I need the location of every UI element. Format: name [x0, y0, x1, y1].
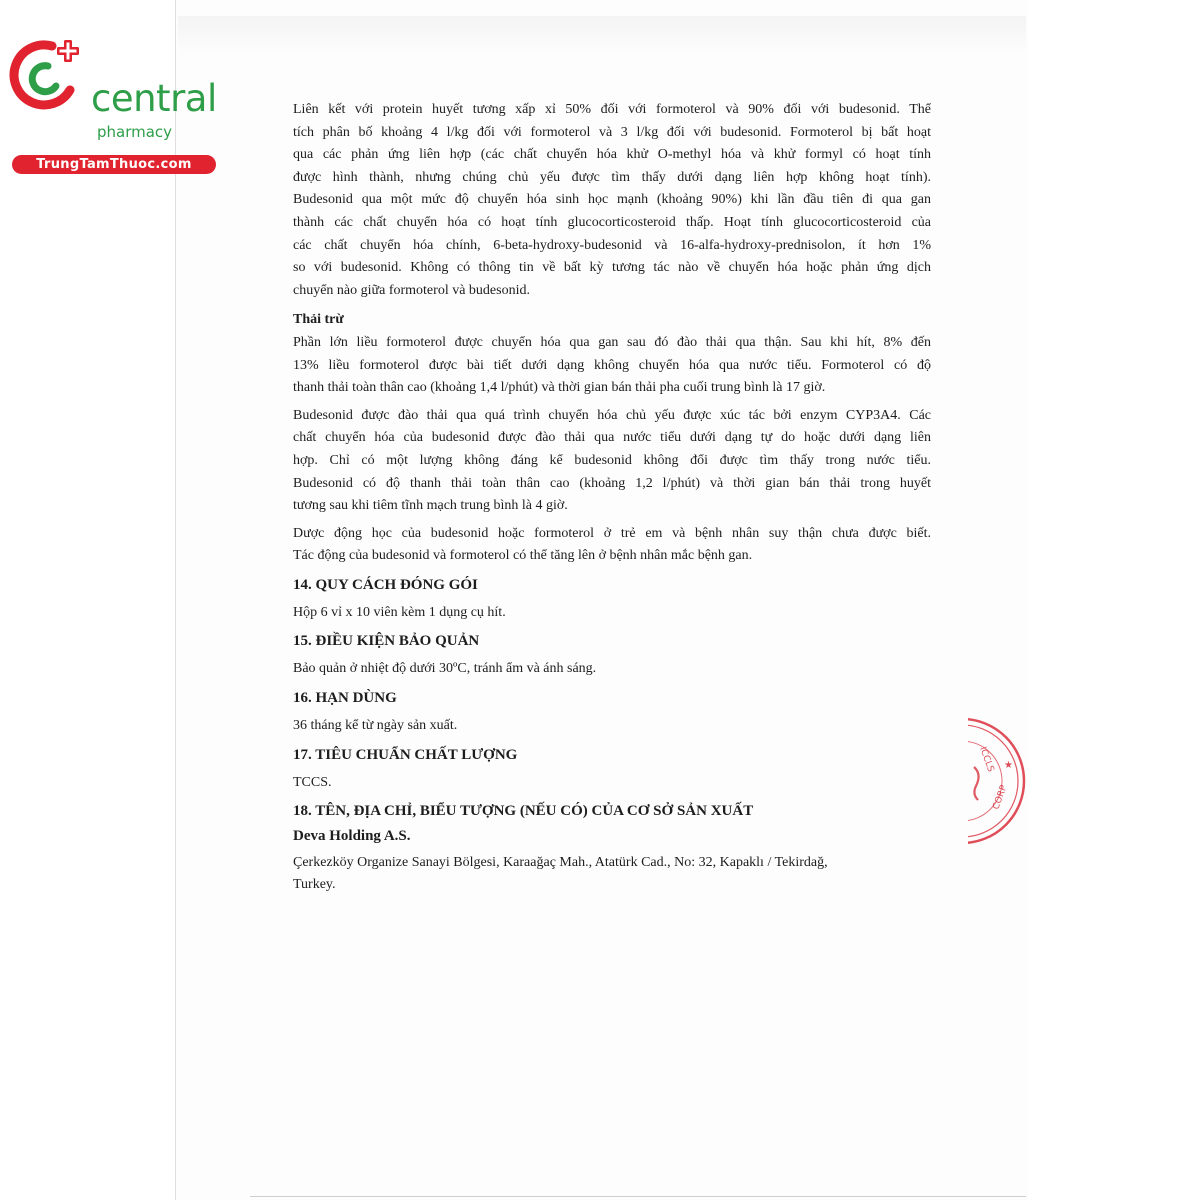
brand-name: central	[91, 77, 217, 120]
text-line: Dược động học của budesonid hoặc formoterol ở trẻ em và bệnh nhân suy thận chưa được biết.	[293, 525, 931, 541]
svg-text:ICCLS: ICCLS	[977, 745, 996, 774]
elimination-heading: Thải trừ	[293, 312, 344, 328]
text-line: Budesonid có độ thanh thải toàn thân cao (khoảng 1,2 l/phút) và thời gian bán thải trong huyết	[293, 475, 931, 491]
text-line: chuyển nào giữa formoterol và budesonid.	[293, 282, 530, 298]
section-15-heading: 15. ĐIỀU KIỆN BẢO QUẢN	[293, 633, 480, 650]
section-17-heading: 17. TIÊU CHUẨN CHẤT LƯỢNG	[293, 746, 518, 763]
text-line: tích phân bố khoảng 4 l/kg đối với formoterol và 3 l/kg đối với budesonid. Formoterol bị bất hoạt	[293, 124, 931, 140]
text-line: Çerkezköy Organize Sanayi Bölgesi, Karaağaç Mah., Atatürk Cad., No: 32, Kapaklı / Tekirdağ,	[293, 854, 828, 870]
section-17-text: TCCS.	[293, 774, 332, 790]
manufacturer-address	[293, 852, 931, 897]
document-body	[293, 99, 931, 897]
brand-subtitle: pharmacy	[97, 123, 173, 141]
text-line: hợp. Chỉ có một lượng không đáng kể budesonid không đổi được tìm thấy trong nước tiểu.	[293, 452, 931, 468]
svg-text:★: ★	[1004, 760, 1013, 771]
central-pharmacy-logo[interactable]	[8, 38, 217, 172]
text-line: được hình thành, nhưng chúng chủ yếu được tìm thấy dưới dạng liên hợp không hoạt tính).	[293, 169, 931, 185]
text-line: so với budesonid. Không có thông tin về bất kỳ tương tác nào về chuyển hóa hoặc phản ứng dịch	[293, 260, 931, 276]
section-18-heading: 18. TÊN, ĐỊA CHỈ, BIỂU TƯỢNG (NẾU CÓ) CỦA CƠ SỞ SẢN XUẤT	[293, 803, 754, 820]
text-line: các chất chuyển hóa chính, 6-beta-hydroxy-budesonid và 16-alfa-hydroxy-prednisolon, ít hơn 1%	[293, 237, 931, 253]
scan-shadow	[178, 16, 1026, 56]
text-line: chất chuyển hóa của budesonid được đào thải qua nước tiểu dưới dạng tự do hoặc dưới dạng liên	[293, 430, 931, 446]
text-line: Turkey.	[293, 877, 336, 893]
text-line: qua các phản ứng liên hợp (các chất chuyển hóa khử O-methyl hóa và khử formyl có hoạt tính	[293, 147, 931, 163]
text-line: 13% liều formoterol được bài tiết dưới dạng không chuyển hóa qua nước tiểu. Formoterol có độ	[293, 357, 931, 373]
stamp-seal-icon	[968, 712, 1028, 850]
section-14-text: Hộp 6 vỉ x 10 viên kèm 1 dụng cụ hít.	[293, 604, 506, 620]
text-line: Budesonid được đào thải qua quá trình chuyển hóa chủ yếu được xúc tác bởi enzym CYP3A4. Các	[293, 407, 931, 423]
text-line: thanh thải toàn thân cao (khoảng 1,4 l/phút) và thời gian bán thải pha cuối trung bình là 17 giờ.	[293, 380, 826, 396]
paragraph-budesonid-elimination	[293, 405, 931, 518]
section-15-text: Bảo quản ở nhiệt độ dưới 30ºC, tránh ẩm và ánh sáng.	[293, 661, 597, 677]
company-stamp	[968, 712, 1028, 850]
text-line: Phần lớn liều formoterol được chuyển hóa qua gan sau đó đào thải qua thận. Sau khi hít, 8% đến	[293, 334, 931, 350]
text-line: Liên kết với protein huyết tương xấp xỉ 50% đối với formoterol và 90% đối với budesonid. Thể	[293, 102, 931, 117]
section-14-heading: 14. QUY CÁCH ĐÓNG GÓI	[293, 576, 478, 593]
paragraph-special-populations	[293, 523, 931, 568]
brand-url-link[interactable]: TrungTamThuoc.com	[12, 155, 216, 174]
logo-mark-icon	[8, 38, 90, 114]
text-line: thành các chất chuyển hóa có hoạt tính glucocorticosteroid thấp. Hoạt tính glucocorticosteroid của	[293, 214, 931, 230]
section-16-text: 36 tháng kể từ ngày sản xuất.	[293, 718, 458, 734]
text-line: tương sau khi tiêm tĩnh mạch trung bình là 4 giờ.	[293, 498, 568, 514]
svg-text:CORP: CORP	[991, 784, 1010, 812]
paragraph-formoterol-elimination	[293, 332, 931, 400]
text-line: Budesonid qua một mức độ chuyển hóa sinh học mạnh (khoảng 90%) khi lần đầu tiên đi qua gan	[293, 192, 931, 208]
scan-edge	[250, 1196, 1026, 1197]
manufacturer-name: Deva Holding A.S.	[293, 828, 411, 845]
paragraph-distribution-metabolism	[293, 99, 931, 302]
section-16-heading: 16. HẠN DÙNG	[293, 690, 397, 707]
text-line: Tác động của budesonid và formoterol có thể tăng lên ở bệnh nhân mắc bệnh gan.	[293, 548, 753, 564]
